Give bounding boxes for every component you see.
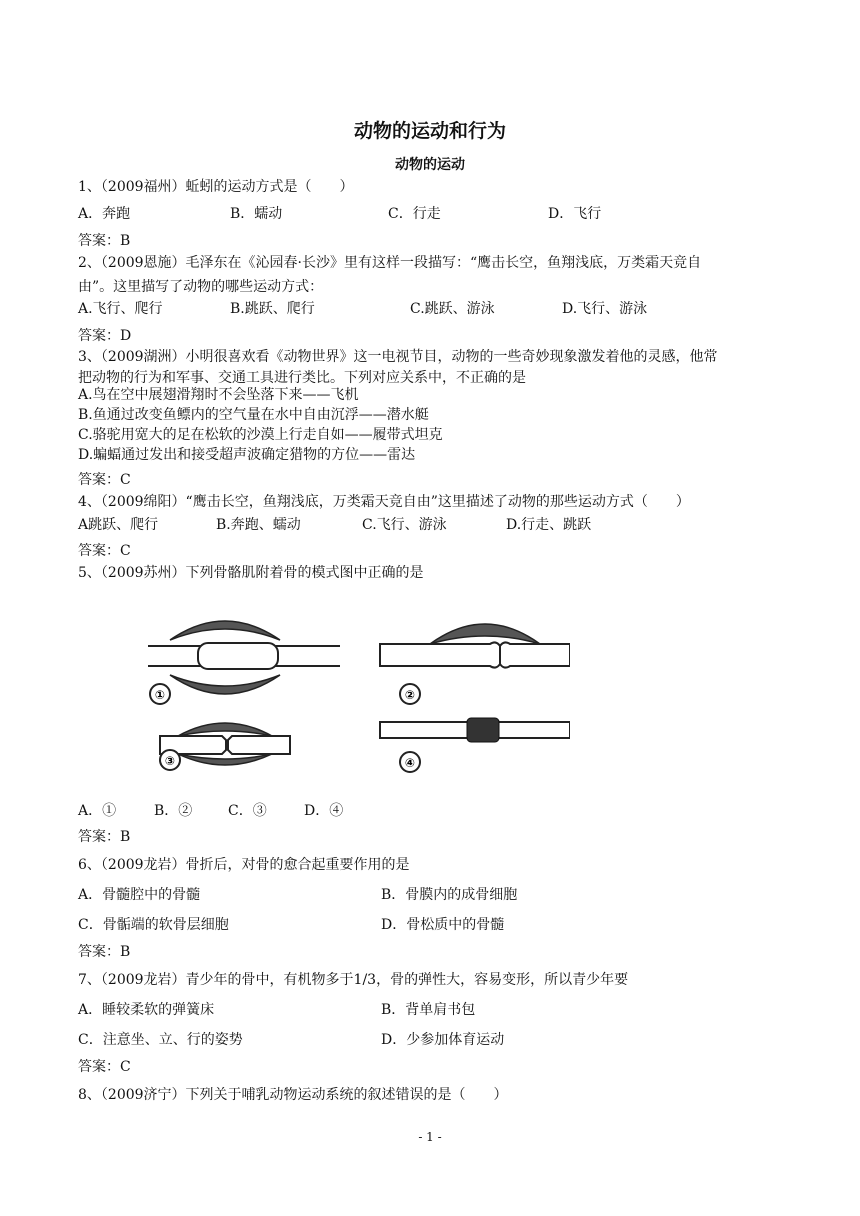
- question-6-stem: 6、（2009龙岩）骨折后，对骨的愈合起重要作用的是: [78, 857, 410, 873]
- question-2-answer: 答案：D: [78, 328, 132, 344]
- question-2-option-a: A.飞行、爬行: [78, 301, 163, 317]
- question-6-option-b: B．骨膜内的成骨细胞: [381, 887, 518, 903]
- question-6-answer: 答案：B: [78, 944, 131, 960]
- question-3-option-c: C.骆驼用宽大的足在松软的沙漠上行走自如——履带式坦克: [78, 427, 443, 443]
- question-5-option-a: A．①: [78, 803, 117, 819]
- question-4-option-b: B.奔跑、蠕动: [216, 517, 301, 533]
- question-7-option-d: D．少参加体育运动: [381, 1032, 505, 1048]
- question-2-stem-line-2: 由”。这里描写了动物的哪些运动方式：: [78, 279, 324, 295]
- question-5-option-b: B．②: [154, 803, 193, 819]
- bone-left: [380, 722, 474, 738]
- section-title: 动物的运动: [395, 157, 465, 173]
- question-1-option-d: D．飞行: [548, 206, 602, 222]
- question-7-stem: 7、（2009龙岩）青少年的骨中，有机物多于1/3，骨的弹性大，容易变形，所以青少年要: [78, 972, 629, 988]
- question-7-answer: 答案：C: [78, 1059, 131, 1075]
- question-5-option-d: D．④: [304, 803, 344, 819]
- question-7-option-c: C．注意坐、立、行的姿势: [78, 1032, 243, 1048]
- question-5-option-c: C．③: [228, 803, 267, 819]
- muscle-belly-bottom: [170, 675, 280, 694]
- muscle-belly-top: [178, 723, 272, 736]
- muscle-belly: [467, 718, 499, 742]
- question-3-option-d: D.蝙蝠通过发出和接受超声波确定猎物的方位——雷达: [78, 447, 416, 463]
- question-1-stem: 1、（2009福州）蚯蚓的运动方式是（ ）: [78, 179, 354, 195]
- question-4-stem: 4、（2009绵阳）“鹰击长空，鱼翔浅底，万类霜天竞自由”这里描述了动物的那些运动方式（ ）: [78, 494, 690, 510]
- question-3-stem-line-2: 把动物的行为和军事、交通工具进行类比。下列对应关系中，不正确的是: [78, 370, 526, 386]
- question-6-option-c: C．骨骺端的软骨层细胞: [78, 917, 229, 933]
- question-8-stem: 8、（2009济宁）下列关于哺乳动物运动系统的叙述错误的是（ ）: [78, 1087, 508, 1103]
- question-1-option-b: B．蠕动: [230, 206, 283, 222]
- bone-right: [500, 642, 570, 667]
- figure-label-1: ①: [154, 688, 166, 702]
- page-number: - 1 -: [418, 1130, 442, 1144]
- question-3-answer: 答案：C: [78, 472, 131, 488]
- question-2-option-b: B.跳跃、爬行: [230, 301, 315, 317]
- question-6-option-d: D．骨松质中的骨髓: [381, 917, 505, 933]
- question-4-option-d: D.行走、跳跃: [506, 517, 592, 533]
- question-6-option-a: A．骨髓腔中的骨髓: [78, 887, 201, 903]
- page-title: 动物的运动和行为: [353, 120, 506, 142]
- figure-panel-4: [380, 718, 570, 772]
- question-5-answer: 答案：B: [78, 829, 131, 845]
- figure-panel-2: [380, 624, 570, 704]
- question-4-option-a: A跳跃、爬行: [78, 517, 159, 533]
- bone-right: [198, 643, 278, 669]
- bone-right: [492, 722, 570, 738]
- question-1-answer: 答案：B: [78, 233, 131, 249]
- question-1-option-a: A．奔跑: [78, 206, 131, 222]
- question-7-option-b: B．背单肩书包: [381, 1002, 476, 1018]
- figure-panel-3: [160, 723, 290, 770]
- question-3-option-a: A.鸟在空中展翅滑翔时不会坠落下来——飞机: [78, 387, 359, 403]
- figure-label-3: ③: [164, 754, 176, 768]
- question-2-stem-line-1: 2、（2009恩施）毛泽东在《沁园春·长沙》里有这样一段描写：“鹰击长空，鱼翔浅底，万类霜天竞自: [78, 255, 702, 271]
- figure-label-4: ④: [404, 756, 416, 770]
- bone-muscle-figure: [140, 610, 570, 775]
- muscle-belly-bottom: [178, 754, 272, 765]
- question-2-option-c: C.跳跃、游泳: [410, 301, 495, 317]
- bone-left: [380, 642, 500, 667]
- question-1-option-c: C．行走: [388, 206, 441, 222]
- question-4-option-c: C.飞行、游泳: [362, 517, 447, 533]
- question-7-option-a: A．睡较柔软的弹簧床: [78, 1002, 215, 1018]
- muscle-belly-top: [170, 621, 280, 640]
- muscle-belly: [430, 624, 540, 644]
- question-2-option-d: D.飞行、游泳: [562, 301, 648, 317]
- question-4-answer: 答案：C: [78, 543, 131, 559]
- question-3-option-b: B.鱼通过改变鱼鳔内的空气量在水中自由沉浮——潜水艇: [78, 407, 429, 423]
- bone-right: [228, 736, 290, 754]
- question-3-stem-line-1: 3、（2009湖洲）小明很喜欢看《动物世界》这一电视节目，动物的一些奇妙现象激发着他的灵感，他常: [78, 349, 718, 365]
- question-5-stem: 5、（2009苏州）下列骨骼肌附着骨的模式图中正确的是: [78, 565, 424, 581]
- figure-panel-1: [148, 621, 340, 704]
- figure-label-2: ②: [404, 688, 416, 702]
